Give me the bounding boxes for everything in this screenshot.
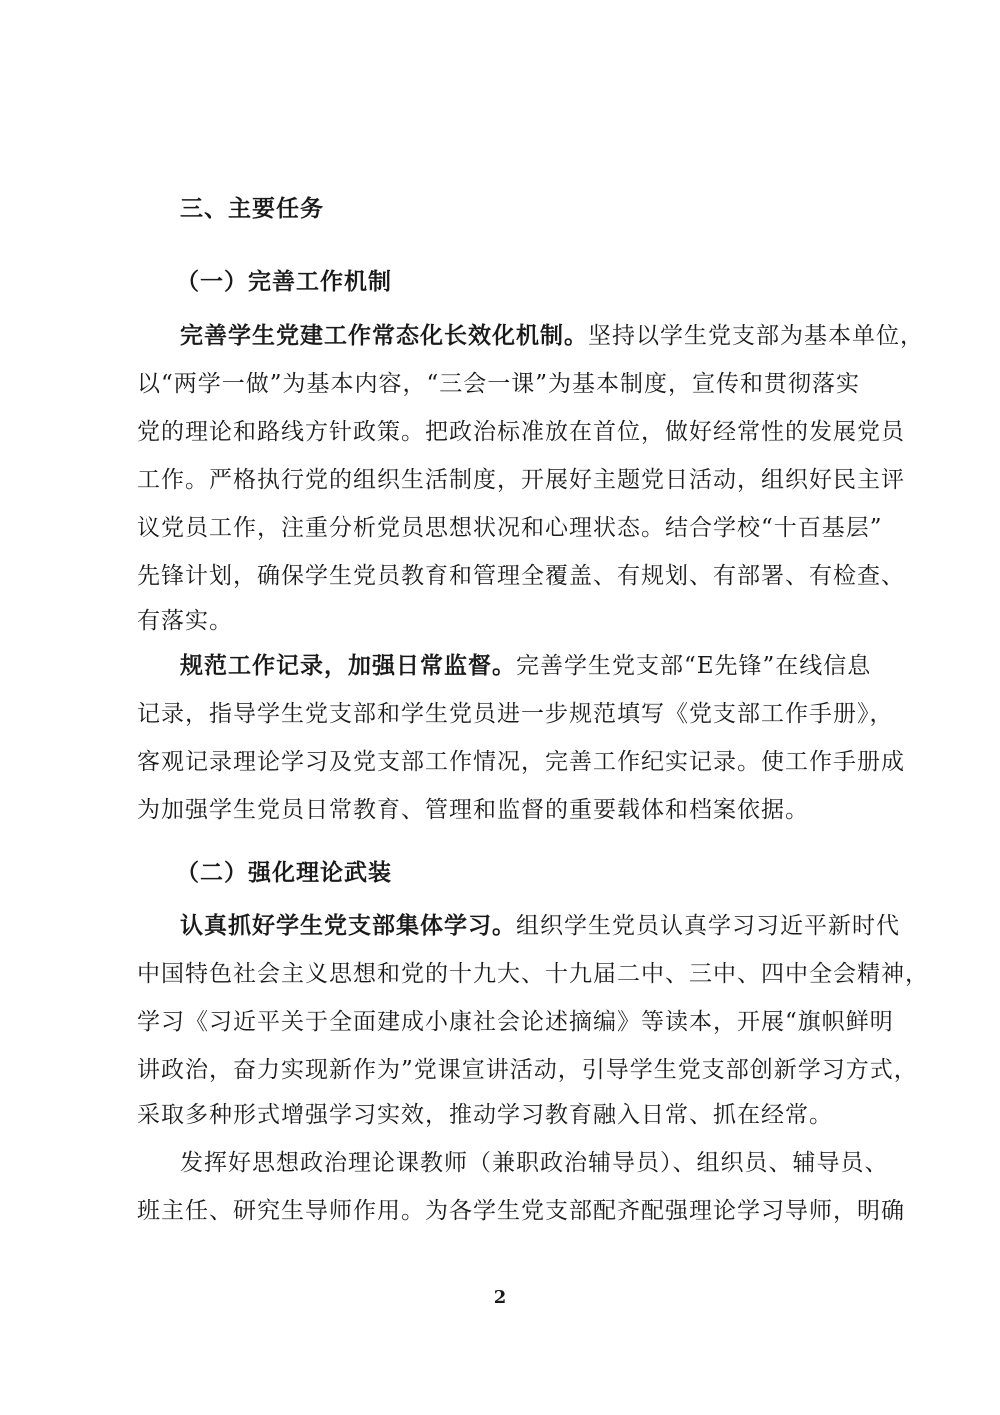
paragraph-lead: 规范工作记录，加强日常监督。 [180,652,516,679]
paragraph-line: 议党员工作，注重分析党员思想状况和心理状态。结合学校“十百基层” [137,515,883,541]
subsection-heading-2: （二）强化理论武装 [176,859,392,886]
paragraph-line: 班主任、研究生导师作用。为各学生党支部配齐配强理论学习导师，明确 [137,1198,905,1224]
paragraph-line: 中国特色社会主义思想和党的十九大、十九届二中、三中、四中全会精神， [137,961,929,987]
paragraph-text: 坚持以学生党支部为基本单位， [588,323,924,349]
paragraph-line: 记录，指导学生党支部和学生党员进一步规范填写《党支部工作手册》， [137,701,894,727]
paragraph-line: 发挥好思想政治理论课教师（兼职政治辅导员）、组织员、辅导员、 [180,1150,889,1176]
paragraph-text: 组织学生党员认真学习习近平新时代 [516,913,900,939]
paragraph-line: 以“两学一做”为基本内容，“三会一课”为基本制度，宣传和贯彻落实 [137,371,861,397]
subsection-heading-1: （一）完善工作机制 [176,268,392,295]
paragraph-line: 工作。严格执行党的组织生活制度，开展好主题党日活动，组织好民主评 [137,467,905,493]
paragraph-line: 讲政治，奋力实现新作为”党课宣讲活动，引导学生党支部创新学习方式， [137,1057,918,1083]
paragraph-line: 采取多种形式增强学习实效，推动学习教育融入日常、抓在经常。 [137,1102,833,1128]
paragraph-line [180,321,924,351]
page-number: 2 [493,1287,507,1308]
paragraph-lead: 完善学生党建工作常态化长效化机制。 [180,322,588,349]
paragraph-line [180,911,900,941]
paragraph-line: 学习《习近平关于全面建成小康社会论述摘编》等读本，开展“旗帜鲜明 [137,1009,894,1035]
paragraph-line: 党的理论和路线方针政策。把政治标准放在首位，做好经常性的发展党员 [137,419,905,445]
paragraph-line: 有落实。 [137,608,233,634]
paragraph-line [180,651,871,681]
paragraph-line: 先锋计划，确保学生党员教育和管理全覆盖、有规划、有部署、有检查、 [137,563,905,589]
section-heading: 三、主要任务 [180,195,324,222]
paragraph-line: 为加强学生党员日常教育、管理和监督的重要载体和档案依据。 [137,797,809,823]
paragraph-line: 客观记录理论学习及党支部工作情况，完善工作纪实记录。使工作手册成 [137,749,905,775]
paragraph-text: 完善学生党支部“E先锋”在线信息 [516,653,872,679]
paragraph-lead: 认真抓好学生党支部集体学习。 [180,912,516,939]
